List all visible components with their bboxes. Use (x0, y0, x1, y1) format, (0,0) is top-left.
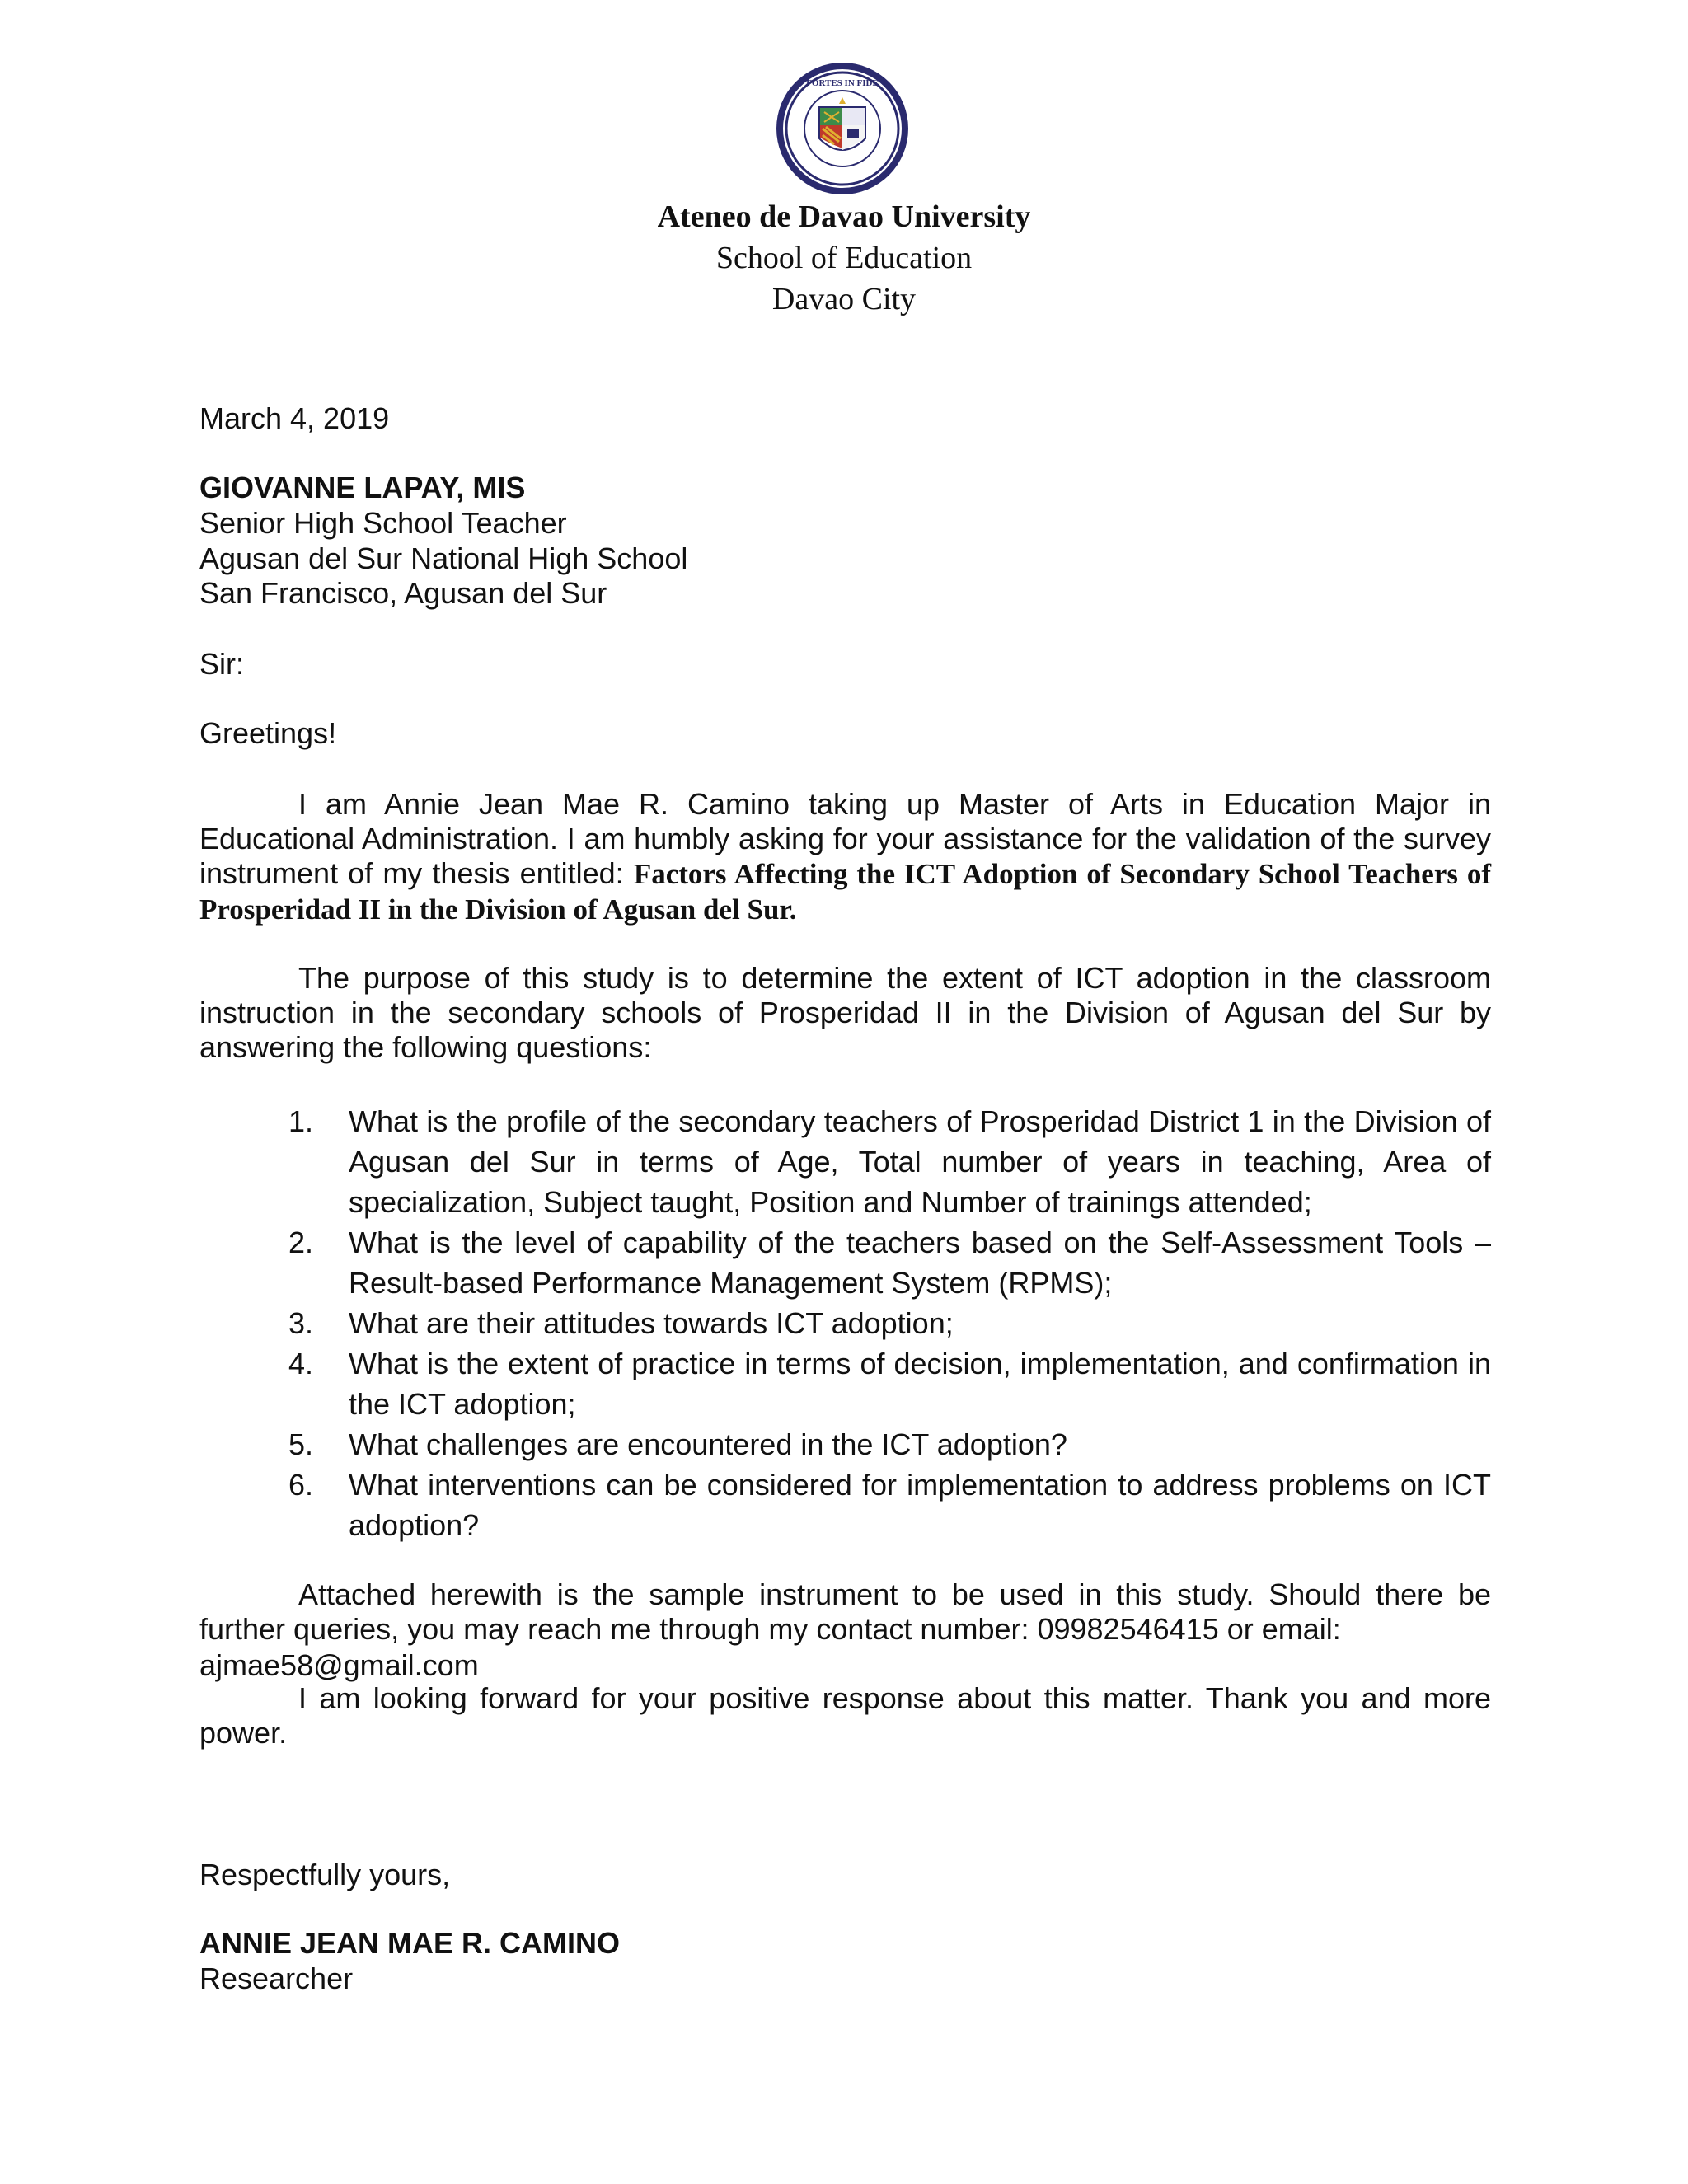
question-number: 1. (288, 1104, 314, 1138)
contact-email: ajmae58@gmail.com (199, 1648, 479, 1682)
recipient-name: GIOVANNE LAPAY, MIS (199, 471, 526, 504)
question-number: 3. (288, 1306, 314, 1340)
recipient-position: Senior High School Teacher (199, 506, 567, 540)
question-item (288, 1465, 1491, 1545)
question-text: What are their attitudes towards ICT adoption; (349, 1306, 954, 1340)
signatory-name: ANNIE JEAN MAE R. CAMINO (199, 1926, 621, 1960)
question-text: What is the level of capability of the teachers based on the Self-Assessment Tools – Result-based Performance Management System (RPMS); (349, 1226, 1491, 1300)
question-item (288, 1343, 1491, 1424)
questions-list (288, 1101, 1491, 1545)
letter-date: March 4, 2019 (199, 401, 390, 435)
question-number: 4. (288, 1347, 314, 1380)
attached-paragraph: Attached herewith is the sample instrument to be used in this study. Should there be further queries, you may reach me through my contact number: 09982546415 or email: (199, 1577, 1491, 1646)
purpose-paragraph: The purpose of this study is to determine the extent of ICT adoption in the classroom instruction in the secondary schools of Prosperidad II in the Division of Agusan del Sur by answering the following questions: (199, 961, 1491, 1064)
question-number: 6. (288, 1468, 314, 1502)
question-text: What interventions can be considered for implementation to address problems on ICT adoption? (349, 1468, 1491, 1542)
intro-paragraph (199, 787, 1491, 927)
question-text: What challenges are encountered in the ICT adoption? (349, 1427, 1067, 1461)
question-number: 2. (288, 1226, 314, 1259)
university-seal-logo (773, 59, 912, 198)
recipient-school: Agusan del Sur National High School (199, 541, 688, 575)
question-item (288, 1222, 1491, 1303)
city-name: Davao City (771, 282, 917, 316)
question-item (288, 1424, 1491, 1465)
intro-text: I am Annie Jean Mae R. Camino taking up Master of Arts in Education Major in Educational Administration. I am humbly asking for your assistance for the validation of the survey instrument of my thesis entitled: (199, 787, 1491, 890)
signatory-title: Researcher (199, 1961, 354, 1995)
question-number: 5. (288, 1427, 314, 1461)
closing-line: Respectfully yours, (199, 1858, 451, 1891)
svg-text:FORTES IN FIDE: FORTES IN FIDE (806, 78, 879, 88)
school-name: School of Education (715, 241, 973, 275)
thesis-title: Factors Affecting the ICT Adoption of Secondary School Teachers of Prosperidad II in the Division of Agusan del Sur. (199, 858, 1492, 926)
closing-paragraph: I am looking forward for your positive response about this matter. Thank you and more power. (199, 1681, 1491, 1750)
question-text: What is the profile of the secondary teachers of Prosperidad District 1 in the Division of Agusan del Sur in terms of Age, Total number of years in teaching, Area of specialization, Subject taught, Position and Number of trainings attended; (349, 1104, 1491, 1219)
recipient-address: San Francisco, Agusan del Sur (199, 576, 607, 610)
salutation: Sir: (199, 647, 244, 681)
question-item (288, 1303, 1491, 1343)
greeting: Greetings! (199, 716, 337, 750)
university-name: Ateneo de Davao University (657, 199, 1031, 234)
question-item (288, 1101, 1491, 1222)
question-text: What is the extent of practice in terms of decision, implementation, and confirmation in the ICT adoption; (349, 1347, 1491, 1421)
